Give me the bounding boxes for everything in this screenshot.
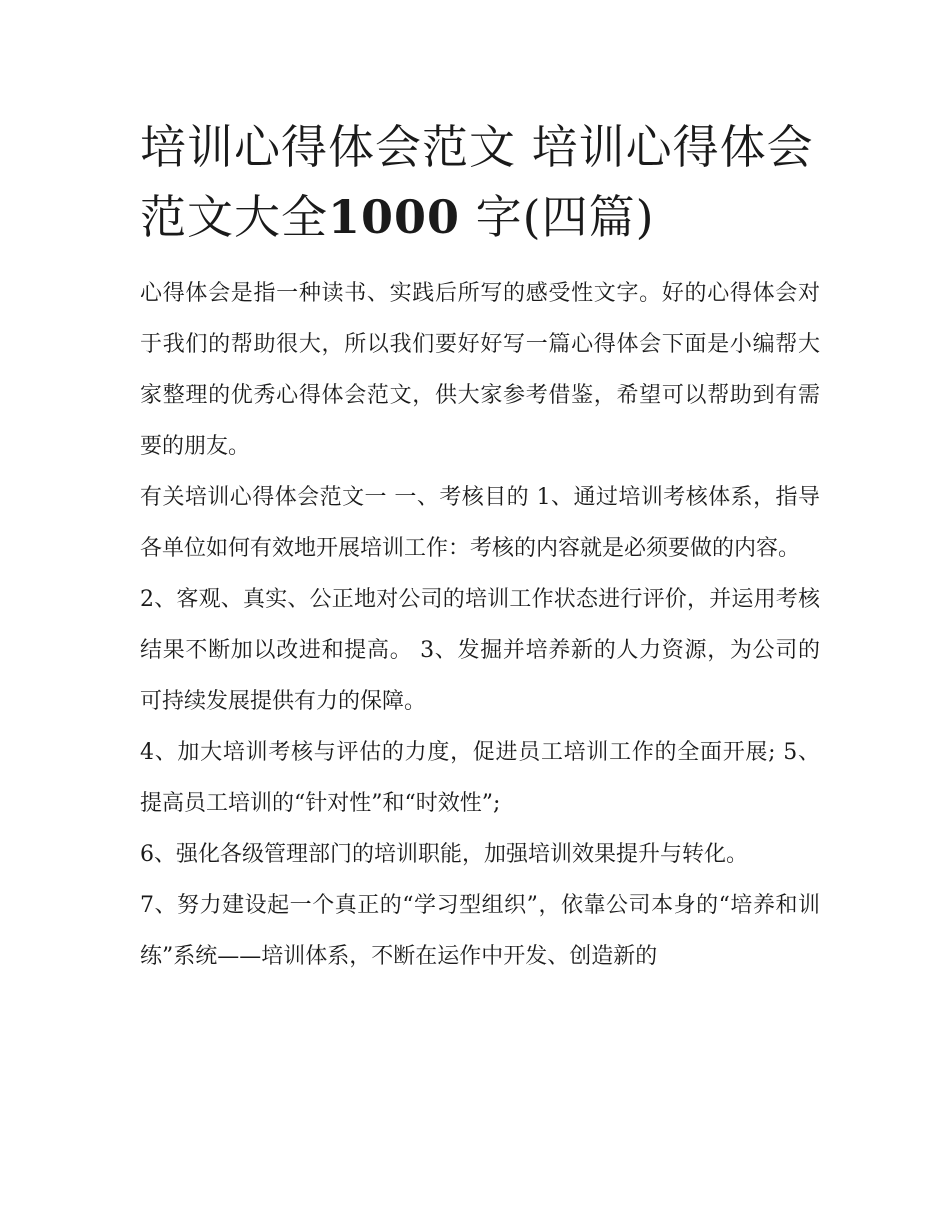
paragraph-item-6: 6、强化各级管理部门的培训职能，加强培训效果提升与转化。: [140, 842, 748, 867]
title-text-part1: 培训心得体会范文 培训心得体会范文大全: [140, 120, 814, 244]
title-text-part2: 字(四篇): [460, 190, 655, 244]
paragraph-item-7: 7、努力建设起一个真正的“学习型组织”，依靠公司本身的“培养和训练”系统——培训体系，不断在运作中开发、创造新的: [140, 893, 820, 969]
paragraph-item-4-5: 4、加大培训考核与评估的力度，促进员工培训工作的全面开展; 5、提高员工培训的“针对性”和“时效性”;: [140, 740, 820, 816]
document-page: [140, 112, 820, 982]
paragraph-intro: 心得体会是指一种读书、实践后所写的感受性文字。好的心得体会对于我们的帮助很大，所以我们要好好写一篇心得体会下面是小编帮大家整理的优秀心得体会范文，供大家参考借鉴，希望可以帮助到有需要的朋友。: [140, 281, 820, 459]
paragraph-item-2-3: 2、客观、真实、公正地对公司的培训工作状态进行评价，并运用考核结果不断加以改进和提高。 3、发掘并培养新的人力资源，为公司的可持续发展提供有力的保障。: [140, 587, 820, 714]
document-title: [140, 112, 820, 252]
title-number: 1000: [328, 190, 461, 244]
paragraph-section-1: 有关培训心得体会范文一 一、考核目的 1、通过培训考核体系，指导各单位如何有效地开展培训工作：考核的内容就是必须要做的内容。: [140, 485, 820, 561]
